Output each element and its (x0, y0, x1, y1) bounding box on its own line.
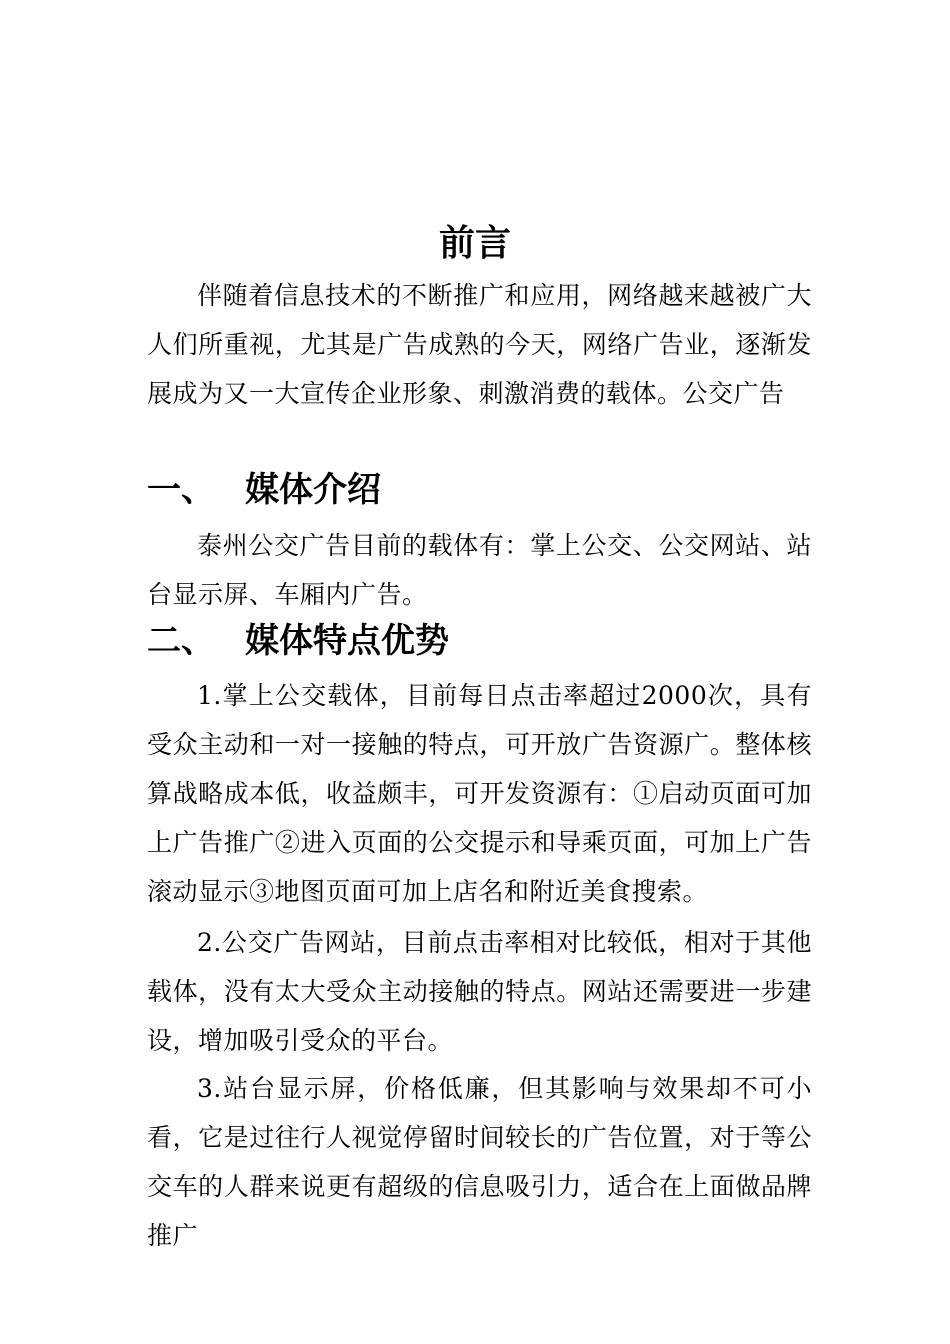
advantage-paragraph-mobile-bus: 1.掌上公交载体，目前每日点击率超过2000次，具有受众主动和一对一接触的特点，可开放广告资源广。整体核算战略成本低，收益颇丰，可开发资源有：①启动页面可加上广告推广②进入页面的公交提示和导乘页面，可加上广告滚动显示③地图页面可加上店名和附近美食搜索。 (147, 681, 812, 906)
section-heading-media-intro (147, 466, 812, 514)
page-title: 前言 (438, 223, 511, 264)
intro-paragraph: 伴随着信息技术的不断推广和应用，网络越来越被广大人们所重视，尤其是广告成熟的今天，网络广告业，逐渐发展成为又一大宣传企业形象、刺激消费的载体。公交广告 (147, 281, 812, 408)
section-title: 媒体特点优势 (245, 621, 449, 661)
media-intro-paragraph: 泰州公交广告目前的载体有：掌上公交、公交网站、站台显示屏、车厢内广告。 (147, 531, 812, 609)
section-number: 二、 (147, 621, 215, 661)
advantage-paragraph-website: 2.公交广告网站，目前点击率相对比较低，相对于其他载体，没有太大受众主动接触的特点。网站还需要进一步建设，增加吸引受众的平台。 (147, 928, 812, 1055)
section-title: 媒体介绍 (245, 470, 381, 510)
section-heading-media-advantages (147, 617, 812, 665)
section-number: 一、 (147, 470, 215, 510)
advantage-paragraph-station-display: 3.站台显示屏，价格低廉，但其影响与效果却不可小看，它是过往行人视觉停留时间较长的广告位置，对于等公交车的人群来说更有超级的信息吸引力，适合在上面做品牌推广 (147, 1074, 812, 1250)
